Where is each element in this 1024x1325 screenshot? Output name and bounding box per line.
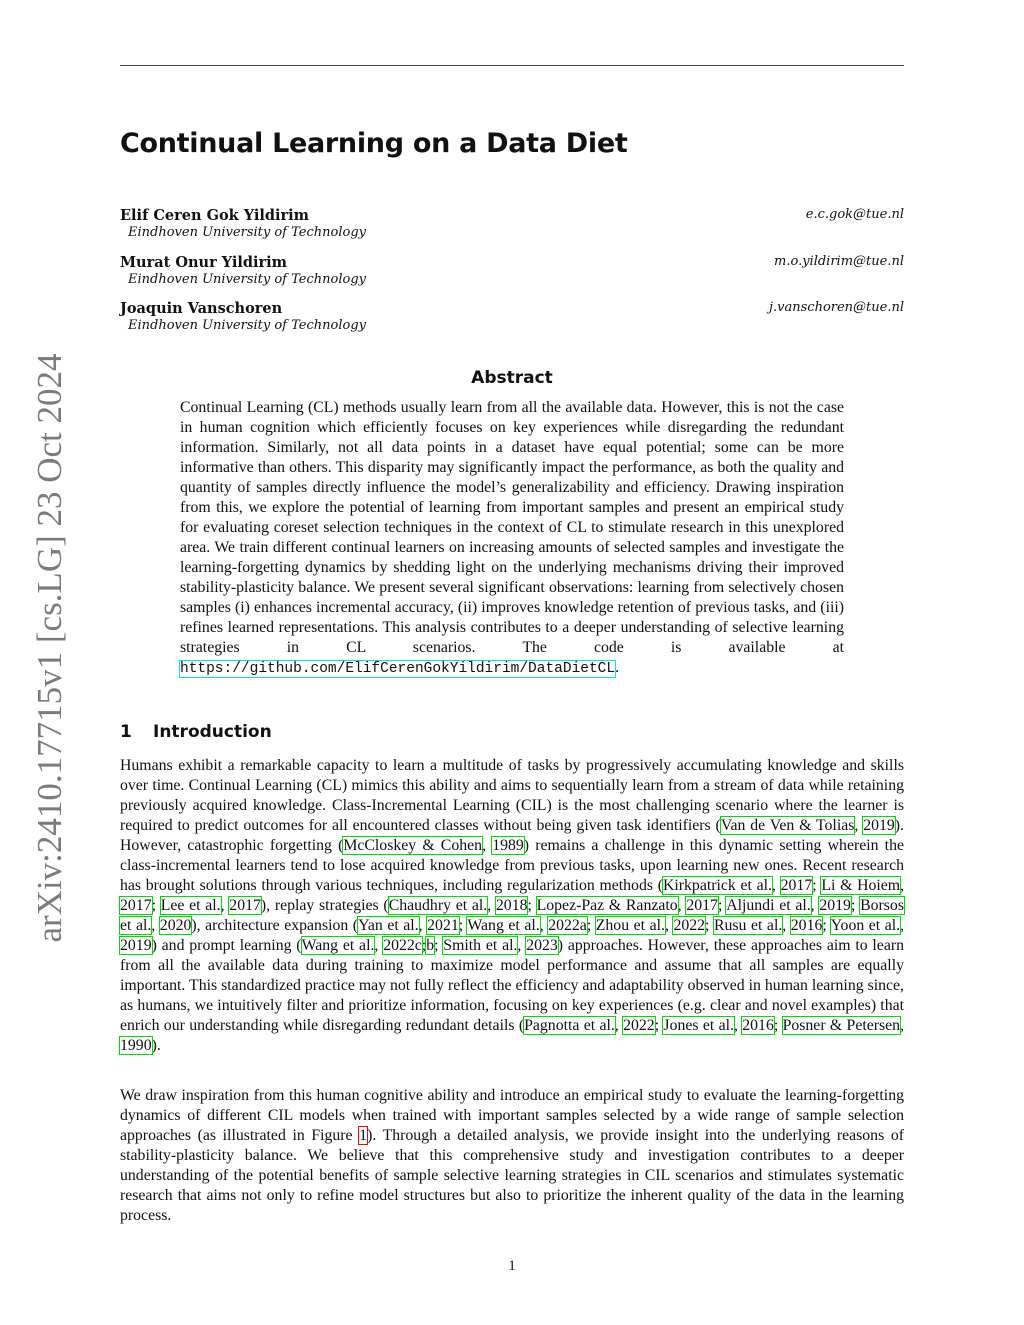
citation-link[interactable]: 1990 (120, 1037, 152, 1054)
text-run: , (854, 817, 864, 834)
citation-link[interactable]: 2020 (159, 917, 192, 934)
citation-link[interactable]: Rusu et al. (713, 917, 783, 934)
text-run: , (482, 837, 493, 854)
text-run: ; (527, 897, 537, 914)
text-run: , (771, 877, 781, 894)
top-rule (120, 65, 904, 66)
text-run: , (733, 1017, 743, 1034)
citation-link[interactable]: Wang et al. (467, 917, 540, 934)
text-run: , (782, 917, 791, 934)
abstract-body: Continual Learning (CL) methods usually learn from all the available data. However, this is not the case in human cognition which efficiently focuses on key experiences while disregarding the redundant information. Similarly, not all data points in a dataset have equal potential; some can be more informative than others. This disparity may significantly impact the performance, as both the quality and quantity of samples directly influence the model’s generalizability and efficiency. Drawing inspiration from this, we explore the potential of learning from important samples and present an empirical study for evaluating coreset selection techniques in the context of CL to stimulate research in this unexplored area. We train different continual learners on increasing amounts of selected samples and investigate the learning-forgetting dynamics by shedding light on the underlying mechanisms driving their improved stability-plasticity balance. We present several significant observations: learning from selectively chosen samples (i) enhances incremental accuracy, (ii) improves knowledge retention of previous tasks, and (iii) refines learned representations. This analysis contributes to a deeper understanding of selective learning strategies in CL scenarios. The code is available at (180, 399, 844, 656)
text-run: , (614, 1017, 624, 1034)
citation-link[interactable]: Van de Ven & Tolias (720, 817, 855, 834)
author-email: e.c.gok@tue.nl (805, 207, 904, 222)
text-run: , (220, 897, 230, 914)
text-run: ; (812, 877, 822, 894)
text-run: ; (151, 897, 161, 914)
citation-link[interactable]: 2022 (673, 917, 706, 934)
text-run: ). However, catastrophic forgetting ( (120, 817, 904, 854)
author-name: Murat Onur Yildirim (120, 254, 288, 271)
citation-link[interactable]: Pagnotta et al. (524, 1017, 615, 1034)
citation-link[interactable]: 2019 (863, 817, 895, 834)
text-run: ; (654, 1017, 664, 1034)
author-affiliation: Eindhoven University of Technology (128, 225, 366, 240)
citation-link[interactable]: b (426, 937, 435, 954)
text-run: , (677, 897, 687, 914)
text-run: , (418, 917, 428, 934)
citation-link[interactable]: Kirkpatrick et al. (662, 877, 772, 894)
text-run: , (810, 897, 820, 914)
abstract-text (180, 398, 844, 679)
text-run: , (374, 937, 384, 954)
citation-link[interactable]: Chaudhry et al. (388, 897, 488, 914)
paper-title: Continual Learning on a Data Diet (120, 128, 628, 159)
text-run: ), architecture expansion ( (191, 917, 359, 934)
citation-link[interactable]: 2018 (495, 897, 528, 914)
citation-link[interactable]: Borsos et al. (120, 897, 904, 934)
citation-link[interactable]: 2022a (548, 917, 587, 934)
citation-link[interactable]: 2017 (229, 897, 261, 914)
text-run: ; (822, 917, 831, 934)
text-run: , (900, 1017, 905, 1034)
text-run: ; (850, 897, 861, 914)
citation-link[interactable]: 2017 (120, 897, 152, 914)
author-name: Elif Ceren Gok Yildirim (120, 207, 309, 224)
author-name: Joaquin Vanschoren (120, 300, 283, 317)
text-run: ). (151, 1037, 161, 1054)
text-run: , (900, 917, 905, 934)
citation-link[interactable]: Posner & Petersen (782, 1017, 901, 1034)
text-run: , (664, 917, 674, 934)
citation-link[interactable]: Jones et al. (663, 1017, 734, 1034)
author-affiliation: Eindhoven University of Technology (128, 318, 366, 333)
arxiv-stamp: arXiv:2410.17715v1 [cs.LG] 23 Oct 2024 (30, 353, 69, 943)
text-run: , (487, 897, 496, 914)
text-run: ), replay strategies ( (260, 897, 389, 914)
text-run: , (539, 917, 549, 934)
text-run: ). Through a detailed analysis, we provide insight into the underlying reasons of stability-plasticity balance. We believe that this comprehensive study and investigation contributes to a deeper understanding of the potential benefits of sample selective learning strategies in CIL scenarios and stimulates systematic research that aims not only to refine model structures but also to prioritize the inherent quality of the data in the learning process. (120, 1127, 904, 1224)
text-run: ; (421, 937, 427, 954)
citation-link[interactable]: 1989 (492, 837, 524, 854)
page-number: 1 (508, 1258, 516, 1274)
section-heading (120, 722, 272, 742)
citation-link[interactable]: 2017 (780, 877, 813, 894)
abstract-heading: Abstract (471, 368, 553, 388)
citation-link[interactable]: 2019 (819, 897, 851, 914)
figure-ref-link[interactable]: 1 (359, 1127, 368, 1144)
text-run: ; (705, 917, 714, 934)
author-block (120, 300, 904, 333)
citation-link[interactable]: 2019 (120, 937, 152, 954)
citation-link[interactable]: Zhou et al. (595, 917, 665, 934)
citation-link[interactable]: Smith et al. (443, 937, 518, 954)
text-run: ) and prompt learning ( (151, 937, 302, 954)
citation-link[interactable]: 2016 (742, 1017, 774, 1034)
author-block (120, 254, 904, 287)
text-run: ) remains a challenge in this dynamic setting wherein the class-incremental learners tend to lose acquired knowledge from previous tasks, upon learning new ones. Recent research has brought solutions through various techniques, including regularization methods ( (120, 837, 904, 894)
citation-link[interactable]: Lopez-Paz & Ranzato (536, 897, 678, 914)
citation-link[interactable]: Yoon et al. (830, 917, 901, 934)
text-run: ; (586, 917, 596, 934)
abstract-end: . (615, 659, 620, 676)
citation-link[interactable]: 2021 (427, 917, 459, 934)
author-affiliation: Eindhoven University of Technology (128, 272, 366, 287)
text-run: , (517, 937, 527, 954)
text-run: ; (717, 897, 727, 914)
author-email: m.o.yildirim@tue.nl (774, 254, 904, 269)
text-run: ) approaches. However, these approaches aim to learn from all the available data during training to maximize model performance and assume that all samples are equally important. This standardized practice may not fully reflect the efficiency and adaptability observed in human learning since, as humans, we intuitively filter and prioritize information, focusing on key experiences (e.g. clear and novel examples) that enrich our understanding while disregarding redundant details ( (120, 937, 904, 1034)
section-number: 1 (120, 722, 132, 742)
author-block (120, 207, 904, 240)
text-run: ; (434, 937, 444, 954)
citation-link[interactable]: McCloskey & Cohen (343, 837, 483, 854)
citation-link[interactable]: 2022 (623, 1017, 655, 1034)
citation-link[interactable]: 2016 (790, 917, 823, 934)
citation-link[interactable]: 2017 (686, 897, 718, 914)
citation-link[interactable]: 2023 (526, 937, 558, 954)
text-run: Humans exhibit a remarkable capacity to learn a multitude of tasks by progressively accumulating knowledge and skills over time. Continual Learning (CL) mimics this ability and aims to sequentially learn from a stream of data while retaining previously acquired knowledge. Class-Incremental Learning (CIL) is the most challenging scenario where the learner is required to predict outcomes for all encountered classes without being given task identifiers ( (120, 757, 904, 834)
intro-paragraph-2 (120, 1086, 904, 1226)
citation-link[interactable]: Li & Hoiem (821, 877, 901, 894)
text-run: ; (458, 917, 468, 934)
code-url-link[interactable]: https://github.com/ElifCerenGokYildirim/DataDietCL (180, 661, 616, 677)
citation-link[interactable]: Lee et al. (160, 897, 221, 914)
citation-link[interactable]: Wang et al. (301, 937, 375, 954)
text-run: , (900, 877, 905, 894)
author-email: j.vanschoren@tue.nl (768, 300, 904, 315)
text-run: , (151, 917, 160, 934)
intro-paragraph-1 (120, 756, 904, 1056)
text-run: We draw inspiration from this human cognitive ability and introduce an empirical study to evaluate the learning-forgetting dynamics of different CIL models when trained with important samples selected by a wide range of sample selection approaches (as illustrated in Figure (120, 1087, 904, 1144)
section-title: Introduction (153, 722, 272, 742)
citation-link[interactable]: Aljundi et al. (726, 897, 811, 914)
citation-link[interactable]: Yan et al. (358, 917, 419, 934)
text-run: ; (773, 1017, 783, 1034)
citation-link[interactable]: 2022c (383, 937, 422, 954)
